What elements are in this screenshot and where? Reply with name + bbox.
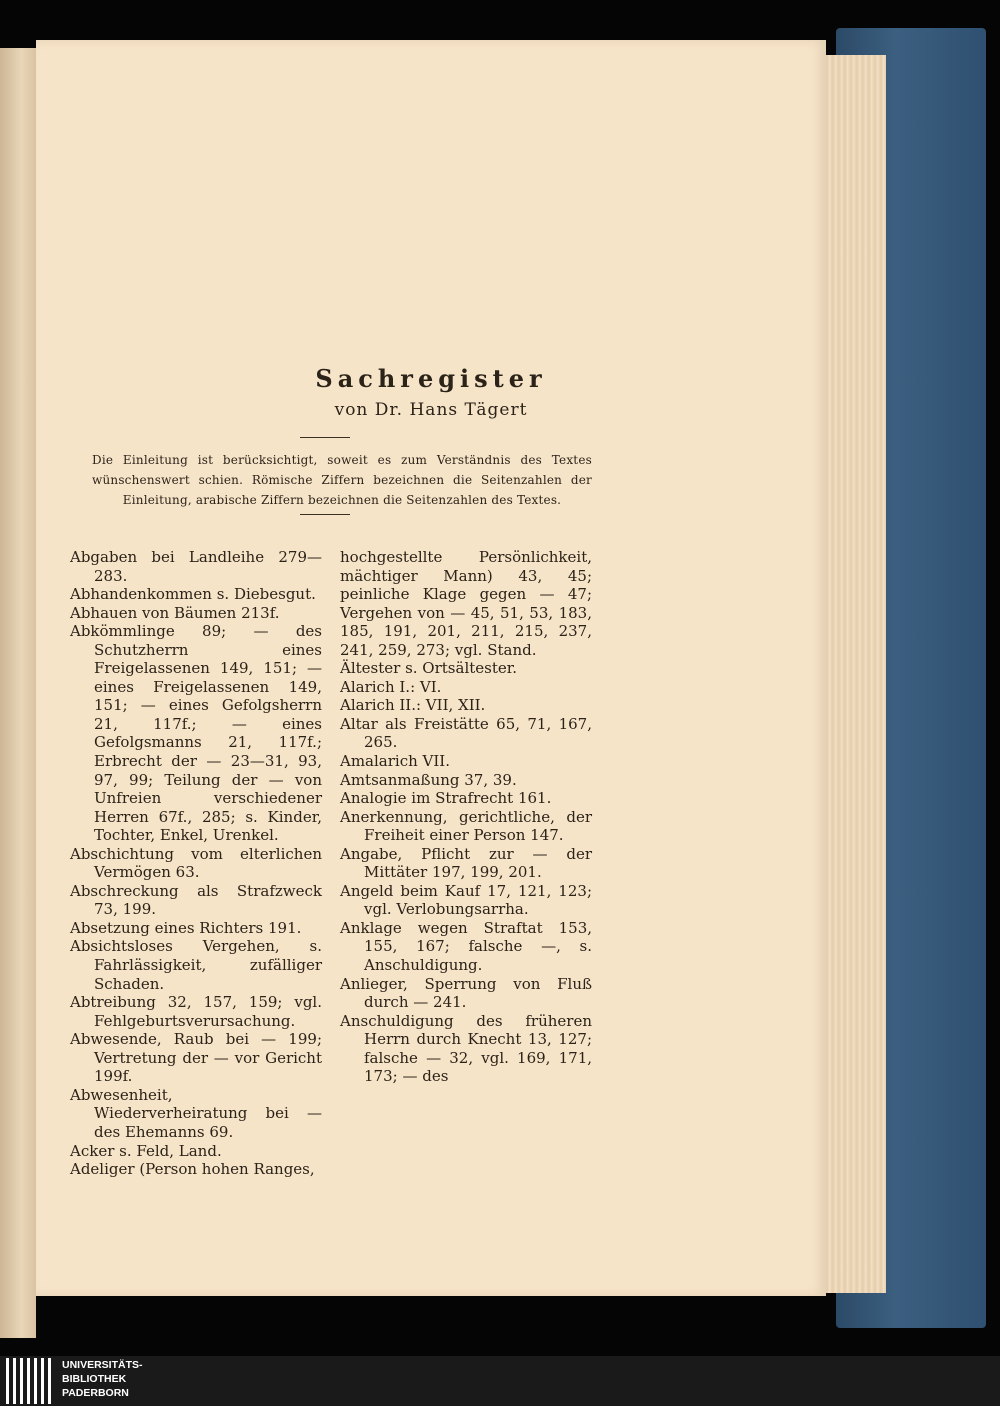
index-entry-continued: hochgestellte Persönlichkeit, mächtiger Mann) 43, 45; peinliche Klage gegen — 47; Vergehen von — 45, 51, 53, 183, 185, 191, 201, 211, 215, 237, 241, 259, 273; vgl. Stand. — [340, 548, 592, 659]
divider-bottom — [300, 514, 350, 515]
index-entry: Anschuldigung des früheren Herrn durch Knecht 13, 127; falsche — 32, vgl. 169, 171, 173; — des — [340, 1011, 592, 1086]
divider-top — [300, 437, 350, 438]
left-page-edge — [0, 48, 36, 1338]
index-entry: Abkömmlinge 89; — des Schutzherrn eines Freigelassenen 149, 151; — eines Freigelassenen 149, 151; — eines Gefolgsherrn 21, 117f.; — eines Gefolgsmanns 21, 117f.; Erbrecht der — 23—31, 93, 97, 99; Teilung der — von Unfreien verschiedener Herren 67f., 285; s. Kinder, Tochter, Enkel, Urenkel. — [70, 622, 322, 845]
index-entry: Ältester s. Ortsältester. — [340, 659, 518, 678]
library-logo-icon — [6, 1358, 54, 1404]
index-entry: Alarich I.: VI. — [340, 677, 442, 696]
index-entry: Abschreckung als Strafzweck 73, 199. — [70, 881, 322, 919]
index-entry: Alarich II.: VII, XII. — [340, 696, 486, 715]
index-entry: Anlieger, Sperrung von Fluß durch — 241. — [340, 974, 592, 1012]
author-line: von Dr. Hans Tägert — [334, 400, 528, 420]
index-entry: Abhauen von Bäumen 213f. — [70, 603, 280, 622]
index-entry: Anerkennung, gerichtliche, der Freiheit einer Person 147. — [340, 807, 592, 845]
index-entry: Altar als Freistätte 65, 71, 167, 265. — [340, 714, 592, 752]
library-name-line: UNIVERSITÄTS- — [62, 1359, 143, 1371]
index-entry: Abhandenkommen s. Diebesgut. — [70, 585, 316, 604]
index-entry: Abtreibung 32, 157, 159; vgl. Fehlgeburtsverursachung. — [70, 993, 322, 1030]
library-name — [62, 1358, 143, 1400]
index-entry: Absichtsloses Vergehen, s. Fahrlässigkeit, zufälliger Schaden. — [70, 937, 322, 993]
index-entry: Angabe, Pflicht zur — der Mittäter 197, 199, 201. — [340, 844, 592, 882]
library-footer — [0, 1356, 1000, 1406]
index-entry: Abwesende, Raub bei — 199; Vertretung der — vor Gericht 199f. — [70, 1030, 322, 1086]
index-entry: Acker s. Feld, Land. — [70, 1141, 222, 1160]
index-entry: Analogie im Strafrecht 161. — [340, 789, 552, 808]
library-name-line: PADERBORN — [62, 1387, 129, 1399]
page-title: Sachregister — [315, 364, 547, 393]
index-entry: Angeld beim Kauf 17, 121, 123; vgl. Verlobungsarrha. — [340, 881, 592, 919]
library-name-line: BIBLIOTHEK — [62, 1373, 127, 1385]
index-column-left — [70, 548, 322, 1179]
index-entry: Abwesenheit, Wiederverheiratung bei — des Ehemanns 69. — [70, 1085, 322, 1141]
index-entry: Abschichtung vom elterlichen Vermögen 63. — [70, 844, 322, 882]
intro-note: Die Einleitung ist berücksichtigt, soweit es zum Verständnis des Textes wünschenswert schien. Römische Ziffern bezeichnen die Seitenzahlen der Einleitung, arabische Ziffern bezeichnen die Seitenzahlen des Textes. — [92, 453, 592, 507]
index-entry: Amalarich VII. — [340, 752, 450, 771]
index-entry: Anklage wegen Straftat 153, 155, 167; falsche —, s. Anschuldigung. — [340, 918, 592, 975]
index-column-right — [340, 548, 592, 1086]
index-entry: Abgaben bei Landleihe 279—283. — [70, 548, 322, 585]
book-page — [36, 40, 826, 1296]
index-entry: Amtsanmaßung 37, 39. — [340, 770, 517, 789]
index-entry: Absetzung eines Richters 191. — [70, 918, 302, 937]
index-entry: Adeliger (Person hohen Ranges, — [70, 1160, 315, 1179]
